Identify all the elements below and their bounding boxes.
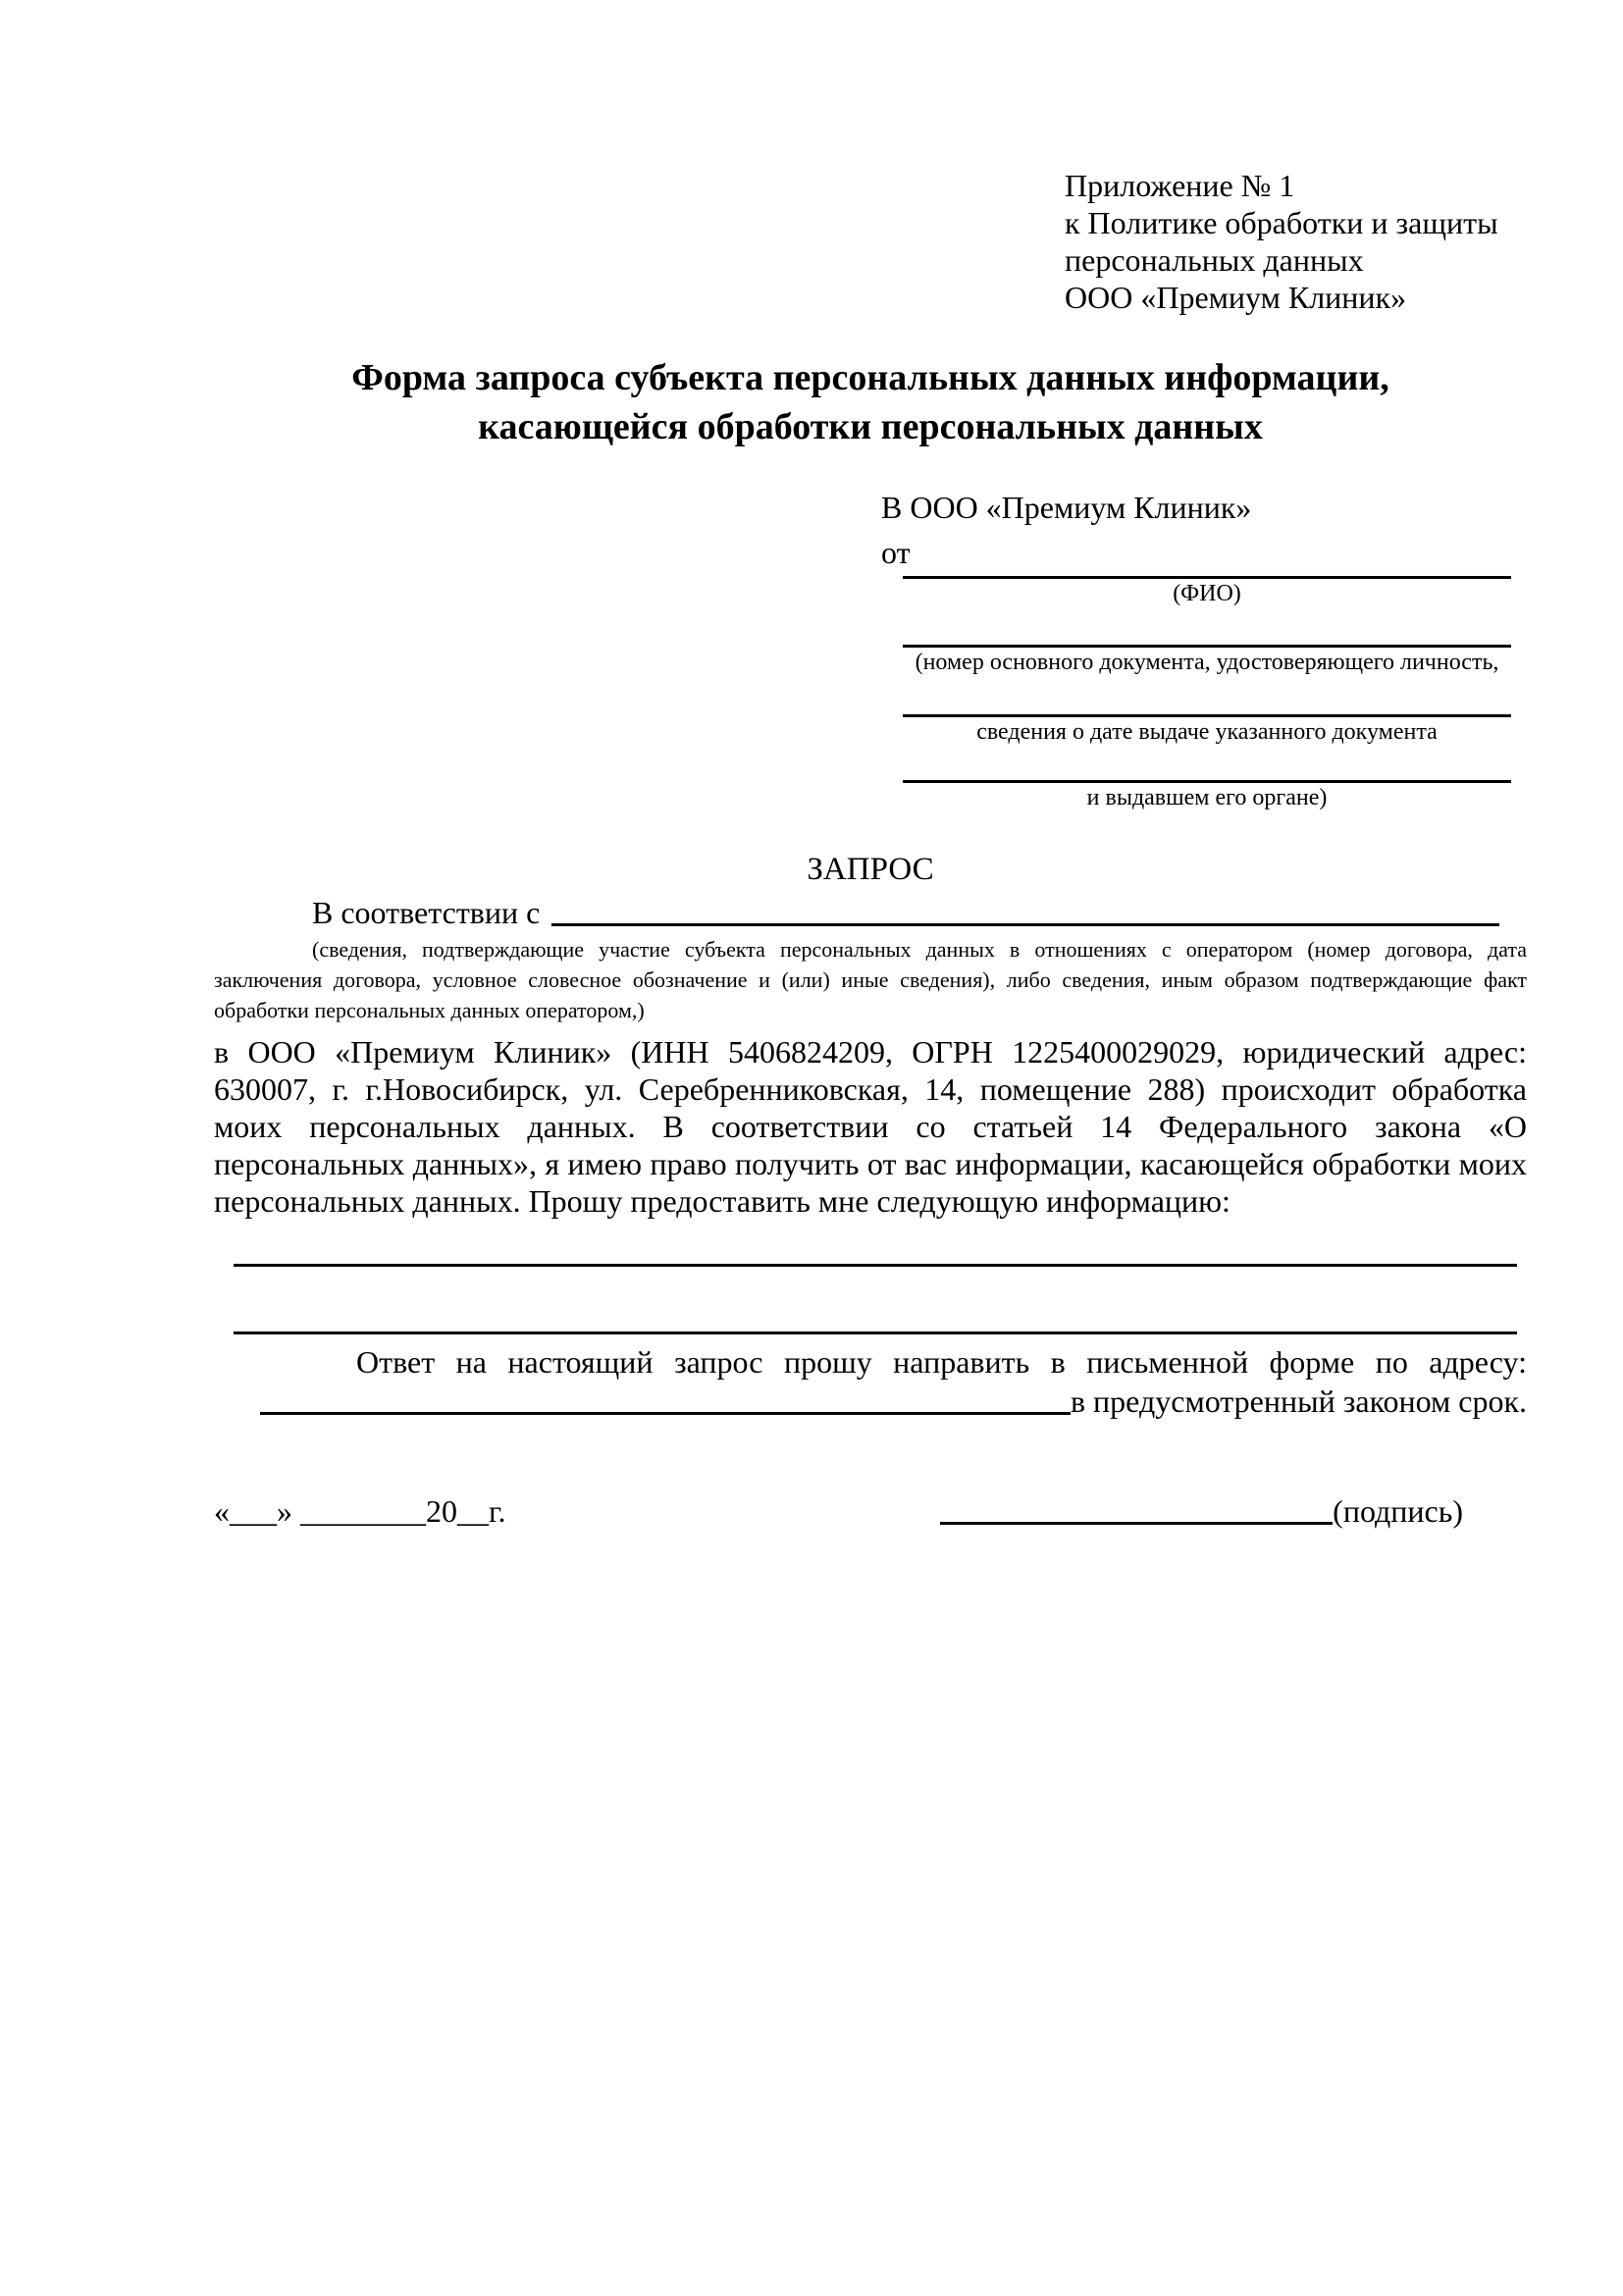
header-line-company: ООО «Премиум Клиник» [1065, 280, 1407, 315]
request-heading: ЗАПРОС [807, 852, 934, 887]
reply-address-row [214, 1382, 1527, 1421]
issue-authority-blank-line [903, 747, 1511, 783]
id-document-caption: (номер основного документа, удостоверяющего личность, [915, 650, 1499, 675]
signature-caption: (подпись) [1333, 1493, 1463, 1529]
info-blank-line-2 [234, 1331, 1517, 1334]
body-paragraph: в ООО «Премиум Клиник» (ИНН 5406824209, ОГРН 1225400029029, юридический адрес: 630007, г. г.Новосибирск, ул. Серебренниковская, 14, помещение 288) происходит обработка моих персональных данных. В соответствии со статьей 14 Федерального закона «О персональных данных», я имею право получить от вас информации, касающейся обработки моих персональных данных. Прошу предоставить мне следующую информацию: [214, 1034, 1527, 1219]
issue-authority-caption: и выдавшем его органе) [1086, 785, 1328, 810]
document-title: Форма запроса субъекта персональных данных информации, касающейся обработки персональных данных [351, 357, 1389, 447]
date-signature-row [214, 1491, 1463, 1531]
header-block [1065, 167, 1527, 316]
fio-caption: (ФИО) [1173, 581, 1241, 606]
intro-prefix: В соответствии с [312, 895, 541, 930]
addressee-to: В ООО «Премиум Клиник» [881, 490, 1252, 525]
header-line-appendix: Приложение № 1 [1065, 168, 1295, 203]
header-line-personal-data: персональных данных [1065, 242, 1364, 278]
date-field: «___» ________20__г. [214, 1493, 506, 1529]
reply-paragraph: Ответ на настоящий запрос прошу направить в письменной форме по адресу: [356, 1344, 1527, 1380]
addressee-from-label: от [881, 535, 911, 570]
basis-footnote: (сведения, подтверждающие участие субъекта персональных данных в отношениях с оператором (номер договора, дата заключения договора, условное словесное обозначение и (или) иные сведения), либо сведения, иным образом подтверждающие факт обработки персональных данных оператором,) [214, 937, 1527, 1022]
signature-blank-line [940, 1522, 1333, 1525]
header-line-policy: к Политике обработки и защиты [1065, 205, 1498, 240]
fio-blank-line [903, 571, 1511, 579]
issue-date-caption: сведения о дате выдаче указанного документа [976, 719, 1438, 745]
reply-address-blank-line [260, 1412, 1071, 1415]
basis-blank-line [551, 923, 1499, 926]
intro-line [214, 893, 1527, 932]
id-document-blank-line [903, 608, 1511, 648]
reply-suffix: в предусмотренный законом срок. [1070, 1383, 1527, 1419]
info-blank-line-1 [234, 1264, 1517, 1267]
addressee-block [881, 489, 1527, 812]
issue-date-blank-line [903, 677, 1511, 717]
